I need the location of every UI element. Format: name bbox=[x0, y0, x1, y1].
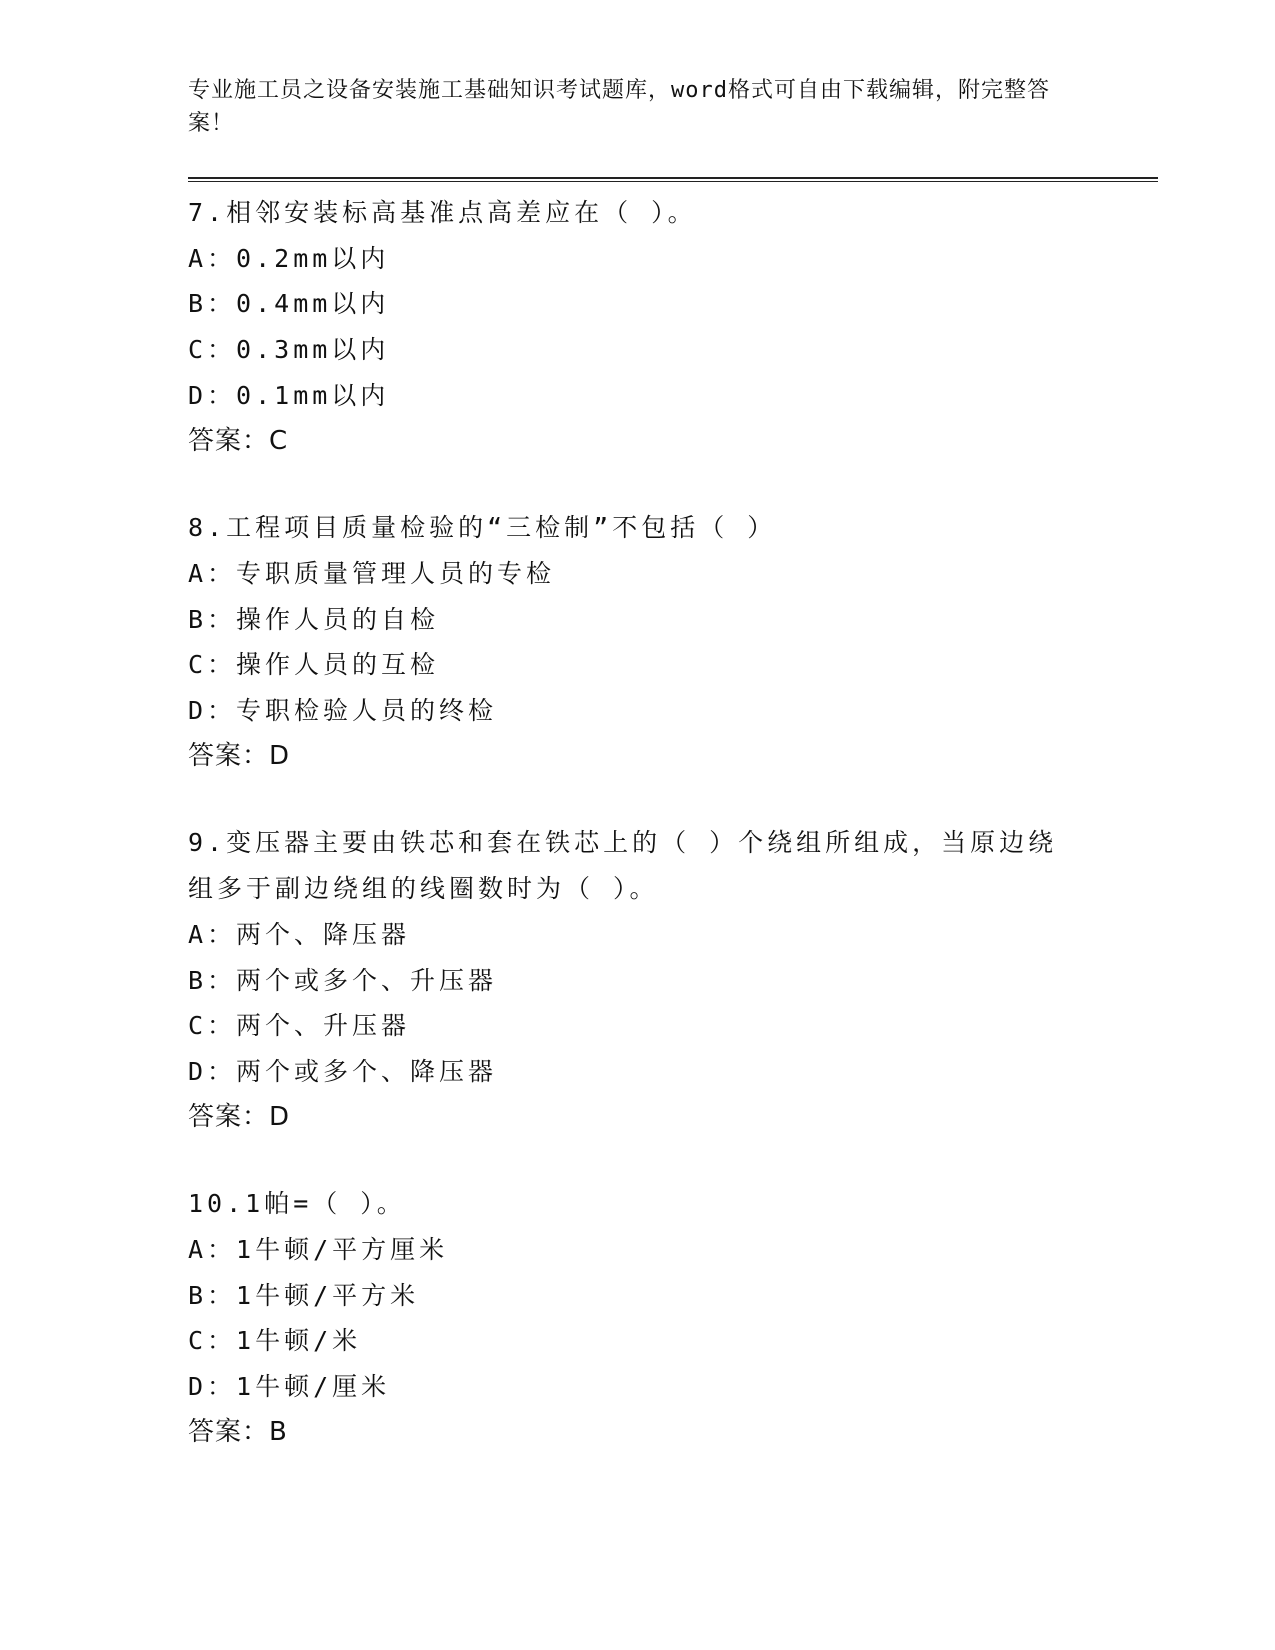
option-c: C：操作人员的互检 bbox=[188, 650, 440, 680]
question-list bbox=[188, 190, 1108, 1497]
option-a: A：专职质量管理人员的专检 bbox=[188, 558, 556, 588]
question-10 bbox=[188, 1181, 1108, 1455]
question-9 bbox=[188, 820, 1108, 1140]
option-b: B：操作人员的自检 bbox=[188, 604, 440, 634]
option-d: D：1牛顿/厘米 bbox=[188, 1372, 391, 1402]
document-header-title: 专业施工员之设备安装施工基础知识考试题库，word格式可自由下载编辑，附完整答案！ bbox=[188, 78, 1050, 136]
option-d: D：0.1mm以内 bbox=[188, 380, 390, 410]
answer-line: 答案：B bbox=[188, 1416, 288, 1447]
header-divider bbox=[188, 177, 1158, 182]
answer-line: 答案：D bbox=[188, 740, 291, 771]
question-stem: 10.1帕=（ ）。 bbox=[188, 1189, 406, 1219]
option-d: D：专职检验人员的终检 bbox=[188, 696, 498, 726]
answer-line: 答案：D bbox=[188, 1101, 291, 1132]
option-b: B：1牛顿/平方米 bbox=[188, 1280, 420, 1310]
option-b: B：0.4mm以内 bbox=[188, 289, 390, 319]
option-a: A：0.2mm以内 bbox=[188, 243, 390, 273]
question-7 bbox=[188, 190, 1108, 464]
option-d: D：两个或多个、降压器 bbox=[188, 1056, 498, 1086]
question-stem: 9.变压器主要由铁芯和套在铁芯上的（ ）个绕组所组成，当原边绕组多于副边绕组的线圈数时为（ ）。 bbox=[188, 828, 1058, 904]
question-stem: 8.工程项目质量检验的“三检制”不包括（ ） bbox=[188, 513, 777, 543]
option-a: A：两个、降压器 bbox=[188, 919, 411, 949]
question-stem: 7.相邻安装标高基准点高差应在（ ）。 bbox=[188, 198, 697, 227]
answer-line: 答案：C bbox=[188, 425, 289, 456]
option-c: C：两个、升压器 bbox=[188, 1011, 411, 1041]
question-8 bbox=[188, 505, 1108, 779]
option-a: A：1牛顿/平方厘米 bbox=[188, 1235, 449, 1265]
option-c: C：1牛顿/米 bbox=[188, 1326, 362, 1356]
option-c: C：0.3mm以内 bbox=[188, 335, 390, 365]
option-b: B：两个或多个、升压器 bbox=[188, 965, 498, 995]
